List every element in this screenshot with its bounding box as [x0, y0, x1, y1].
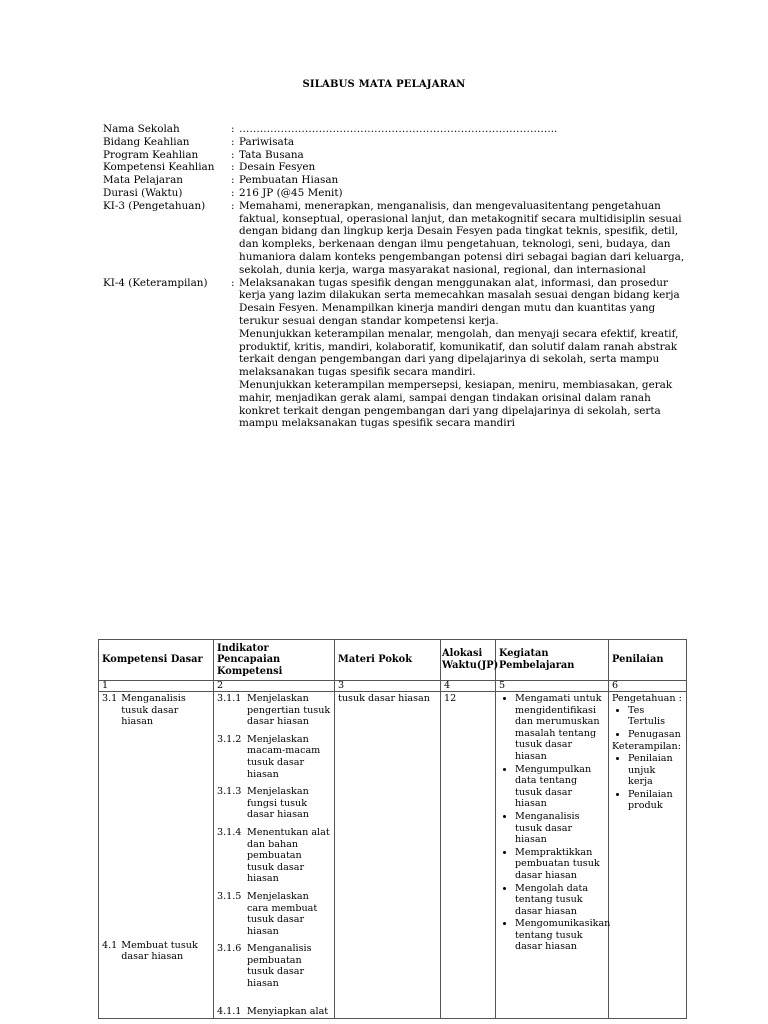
column-number: 4	[441, 681, 496, 692]
list-item: • Penilaian unjuk kerja	[628, 753, 683, 788]
info-separator: :	[231, 186, 235, 199]
indikator-item	[217, 786, 331, 821]
indikator-item	[217, 891, 331, 937]
info-value: Pembuatan Hiasan	[239, 174, 339, 187]
column-number: 1	[99, 681, 214, 692]
indikator-number: 3.1.2	[217, 733, 242, 745]
ki4-paragraph: Melaksanakan tugas spesifik dengan menggunakan alat, informasi, dan prosedur kerja yang lazim dilakukan serta memecahkan masalah sesuai dengan bidang kerja Desain Fesyen. Menampilkan kinerja mandiri dengan mutu dan kuantitas yang terukur sesuai dengan standar kompetensi kerja.	[239, 276, 680, 327]
list-item: • Penilaian produk	[628, 789, 683, 812]
indikator-item	[217, 943, 331, 989]
indikator-item	[217, 827, 331, 885]
keterampilan-list	[612, 753, 683, 812]
indikator-number: 3.1.4	[217, 826, 242, 838]
info-separator: :	[231, 148, 235, 161]
info-row	[103, 161, 693, 174]
indikator-item	[217, 734, 331, 780]
column-header: Penilaian	[609, 640, 687, 681]
info-label: Mata Pelajaran	[103, 174, 183, 187]
info-value: Pariwisata	[239, 135, 295, 148]
list-item: • Mengolah data tentang tusuk dasar hiasan	[515, 883, 605, 918]
info-row	[103, 187, 693, 200]
indikator-number: 3.1.5	[217, 890, 242, 902]
list-item: • Penugasan	[628, 729, 683, 741]
indikator-text: Menjelaskan fungsi tusuk dasar hiasan	[247, 786, 309, 821]
kd-item	[102, 940, 210, 963]
ki3-row	[103, 200, 693, 277]
info-row	[103, 174, 693, 187]
info-value: Desain Fesyen	[239, 161, 316, 174]
alokasi-waktu-cell: 12	[441, 692, 496, 1019]
column-number: 5	[496, 681, 609, 692]
kd-text: Menganalisis tusuk dasar hiasan	[121, 693, 186, 728]
list-item: • Mengamati untuk mengidentifikasi dan merumuskan masalah tentang tusuk dasar hiasan	[515, 693, 605, 763]
materi-pokok-cell: tusuk dasar hiasan	[335, 692, 441, 1019]
indikator-text: Menyiapkan alat	[247, 1005, 329, 1017]
ki4-paragraph: Menunjukkan keterampilan mempersepsi, kesiapan, meniru, membiasakan, gerak mahir, menjadikan gerak alami, sampai dengan tindakan orisinal dalam ranah konkret terkait dengan pengembangan dari yang dipelajarinya di sekolah, serta mampu melaksanakan tugas spesifik secara mandiri	[239, 378, 673, 430]
indikator-text: Menentukan alat dan bahan pembuatan tusuk dasar hiasan	[247, 826, 330, 885]
syllabus-table	[98, 639, 687, 1019]
ki4-paragraph: Menunjukkan keterampilan menalar, mengolah, dan menyaji secara efektif, kreatif, produktif, kritis, mandiri, kolaboratif, komunikatif, dan solutif dalam ranah abstrak terkait dengan pengembangan dari yang dipelajarinya di sekolah, serta mampu melaksanakan tugas spesifik secara mandiri.	[239, 327, 679, 379]
list-item: • Mempraktikkan pembuatan tusuk dasar hiasan	[515, 847, 605, 882]
indikator-number: 3.1.3	[217, 786, 242, 798]
kd-text: Membuat tusuk dasar hiasan	[121, 939, 198, 963]
info-label: Program Keahlian	[103, 148, 199, 161]
info-label: Bidang Keahlian	[103, 135, 190, 148]
ki4-text	[239, 277, 693, 431]
indikator-number: 3.1.6	[217, 943, 242, 955]
column-number: 3	[335, 681, 441, 692]
table-header-row	[99, 640, 687, 681]
info-separator: :	[231, 161, 235, 174]
column-number-row	[99, 681, 687, 692]
info-row	[103, 123, 693, 136]
pengetahuan-label: Pengetahuan :	[612, 693, 682, 704]
kegiatan-cell	[496, 692, 609, 1019]
indikator-text: Menjelaskan cara membuat tusuk dasar hiasan	[247, 890, 318, 937]
column-number: 2	[214, 681, 335, 692]
column-header: Kompetensi Dasar	[99, 640, 214, 681]
info-row	[103, 149, 693, 162]
list-item: • Mengumpulkan data tentang tusuk dasar hiasan	[515, 764, 605, 810]
kd-number: 4.1	[102, 939, 118, 951]
kegiatan-list	[499, 693, 611, 953]
table-row	[99, 692, 687, 1019]
ki3-label: KI-3 (Pengetahuan)	[103, 199, 206, 212]
info-value: 216 JP (@45 Menit)	[239, 186, 343, 199]
indikator-cell	[214, 692, 335, 1019]
indikator-text: Menganalisis pembuatan tusuk dasar hiasan	[247, 943, 312, 990]
page-title: SILABUS MATA PELAJARAN	[302, 79, 466, 90]
ki3-text: Memahami, menerapkan, menganalisis, dan mengevaluasitentang pengetahuan faktual, konseptual, operasional lanjut, dan metakognitif secara multidisiplin sesuai dengan bidang dan lingkup kerja Desain Fesyen pada tingkat teknis, spesifik, detil, dan kompleks, berkenaan dengan ilmu pengetahuan, teknologi, seni, budaya, dan humaniora dalam konteks pengembangan potensi diri sebagai bagian dari keluarga, sekolah, dunia kerja, warga masyarakat nasional, regional, dan internasional	[239, 199, 685, 276]
indikator-number: 3.1.1	[217, 693, 242, 704]
syllabus-info	[103, 123, 693, 430]
list-item: • Mengomunikasikan tentang tusuk dasar hiasan	[515, 918, 605, 953]
penilaian-cell	[609, 692, 687, 1019]
indikator-text: Menjelaskan macam-macam tusuk dasar hiasan	[247, 733, 321, 780]
keterampilan-label: Keterampilan:	[612, 741, 681, 753]
info-separator: :	[231, 135, 235, 148]
pengetahuan-list	[612, 705, 683, 741]
info-row	[103, 136, 693, 149]
info-separator: :	[231, 174, 235, 187]
column-number: 6	[609, 681, 687, 692]
column-header: Materi Pokok	[335, 640, 441, 681]
indikator-item	[217, 1006, 331, 1018]
info-value: ………………………………………………………………………………..	[239, 123, 558, 135]
indikator-text: Menjelaskan pengertian tusuk dasar hiasan	[247, 693, 331, 728]
info-label: Durasi (Waktu)	[103, 186, 183, 199]
ki4-label: KI-4 (Keterampilan)	[103, 276, 208, 289]
ki4-row	[103, 277, 693, 431]
list-item: • Menganalisis tusuk dasar hiasan	[515, 811, 605, 846]
info-label: Nama Sekolah	[103, 123, 180, 135]
column-header: Kegiatan Pembelajaran	[496, 640, 609, 681]
indikator-item	[217, 693, 331, 728]
info-separator: :	[231, 199, 235, 212]
info-label: Kompetensi Keahlian	[103, 161, 215, 174]
kompetensi-dasar-cell	[99, 692, 214, 1019]
column-header: Indikator Pencapaian Kompetensi	[214, 640, 335, 681]
kd-number: 3.1	[102, 693, 118, 704]
indikator-number: 4.1.1	[217, 1005, 242, 1017]
info-separator: :	[231, 123, 235, 135]
column-header: Alokasi Waktu(JP)	[441, 640, 496, 681]
info-separator: :	[231, 276, 235, 289]
info-value: Tata Busana	[239, 148, 304, 161]
kd-item	[102, 693, 210, 728]
list-item: • Tes Tertulis	[628, 705, 683, 728]
